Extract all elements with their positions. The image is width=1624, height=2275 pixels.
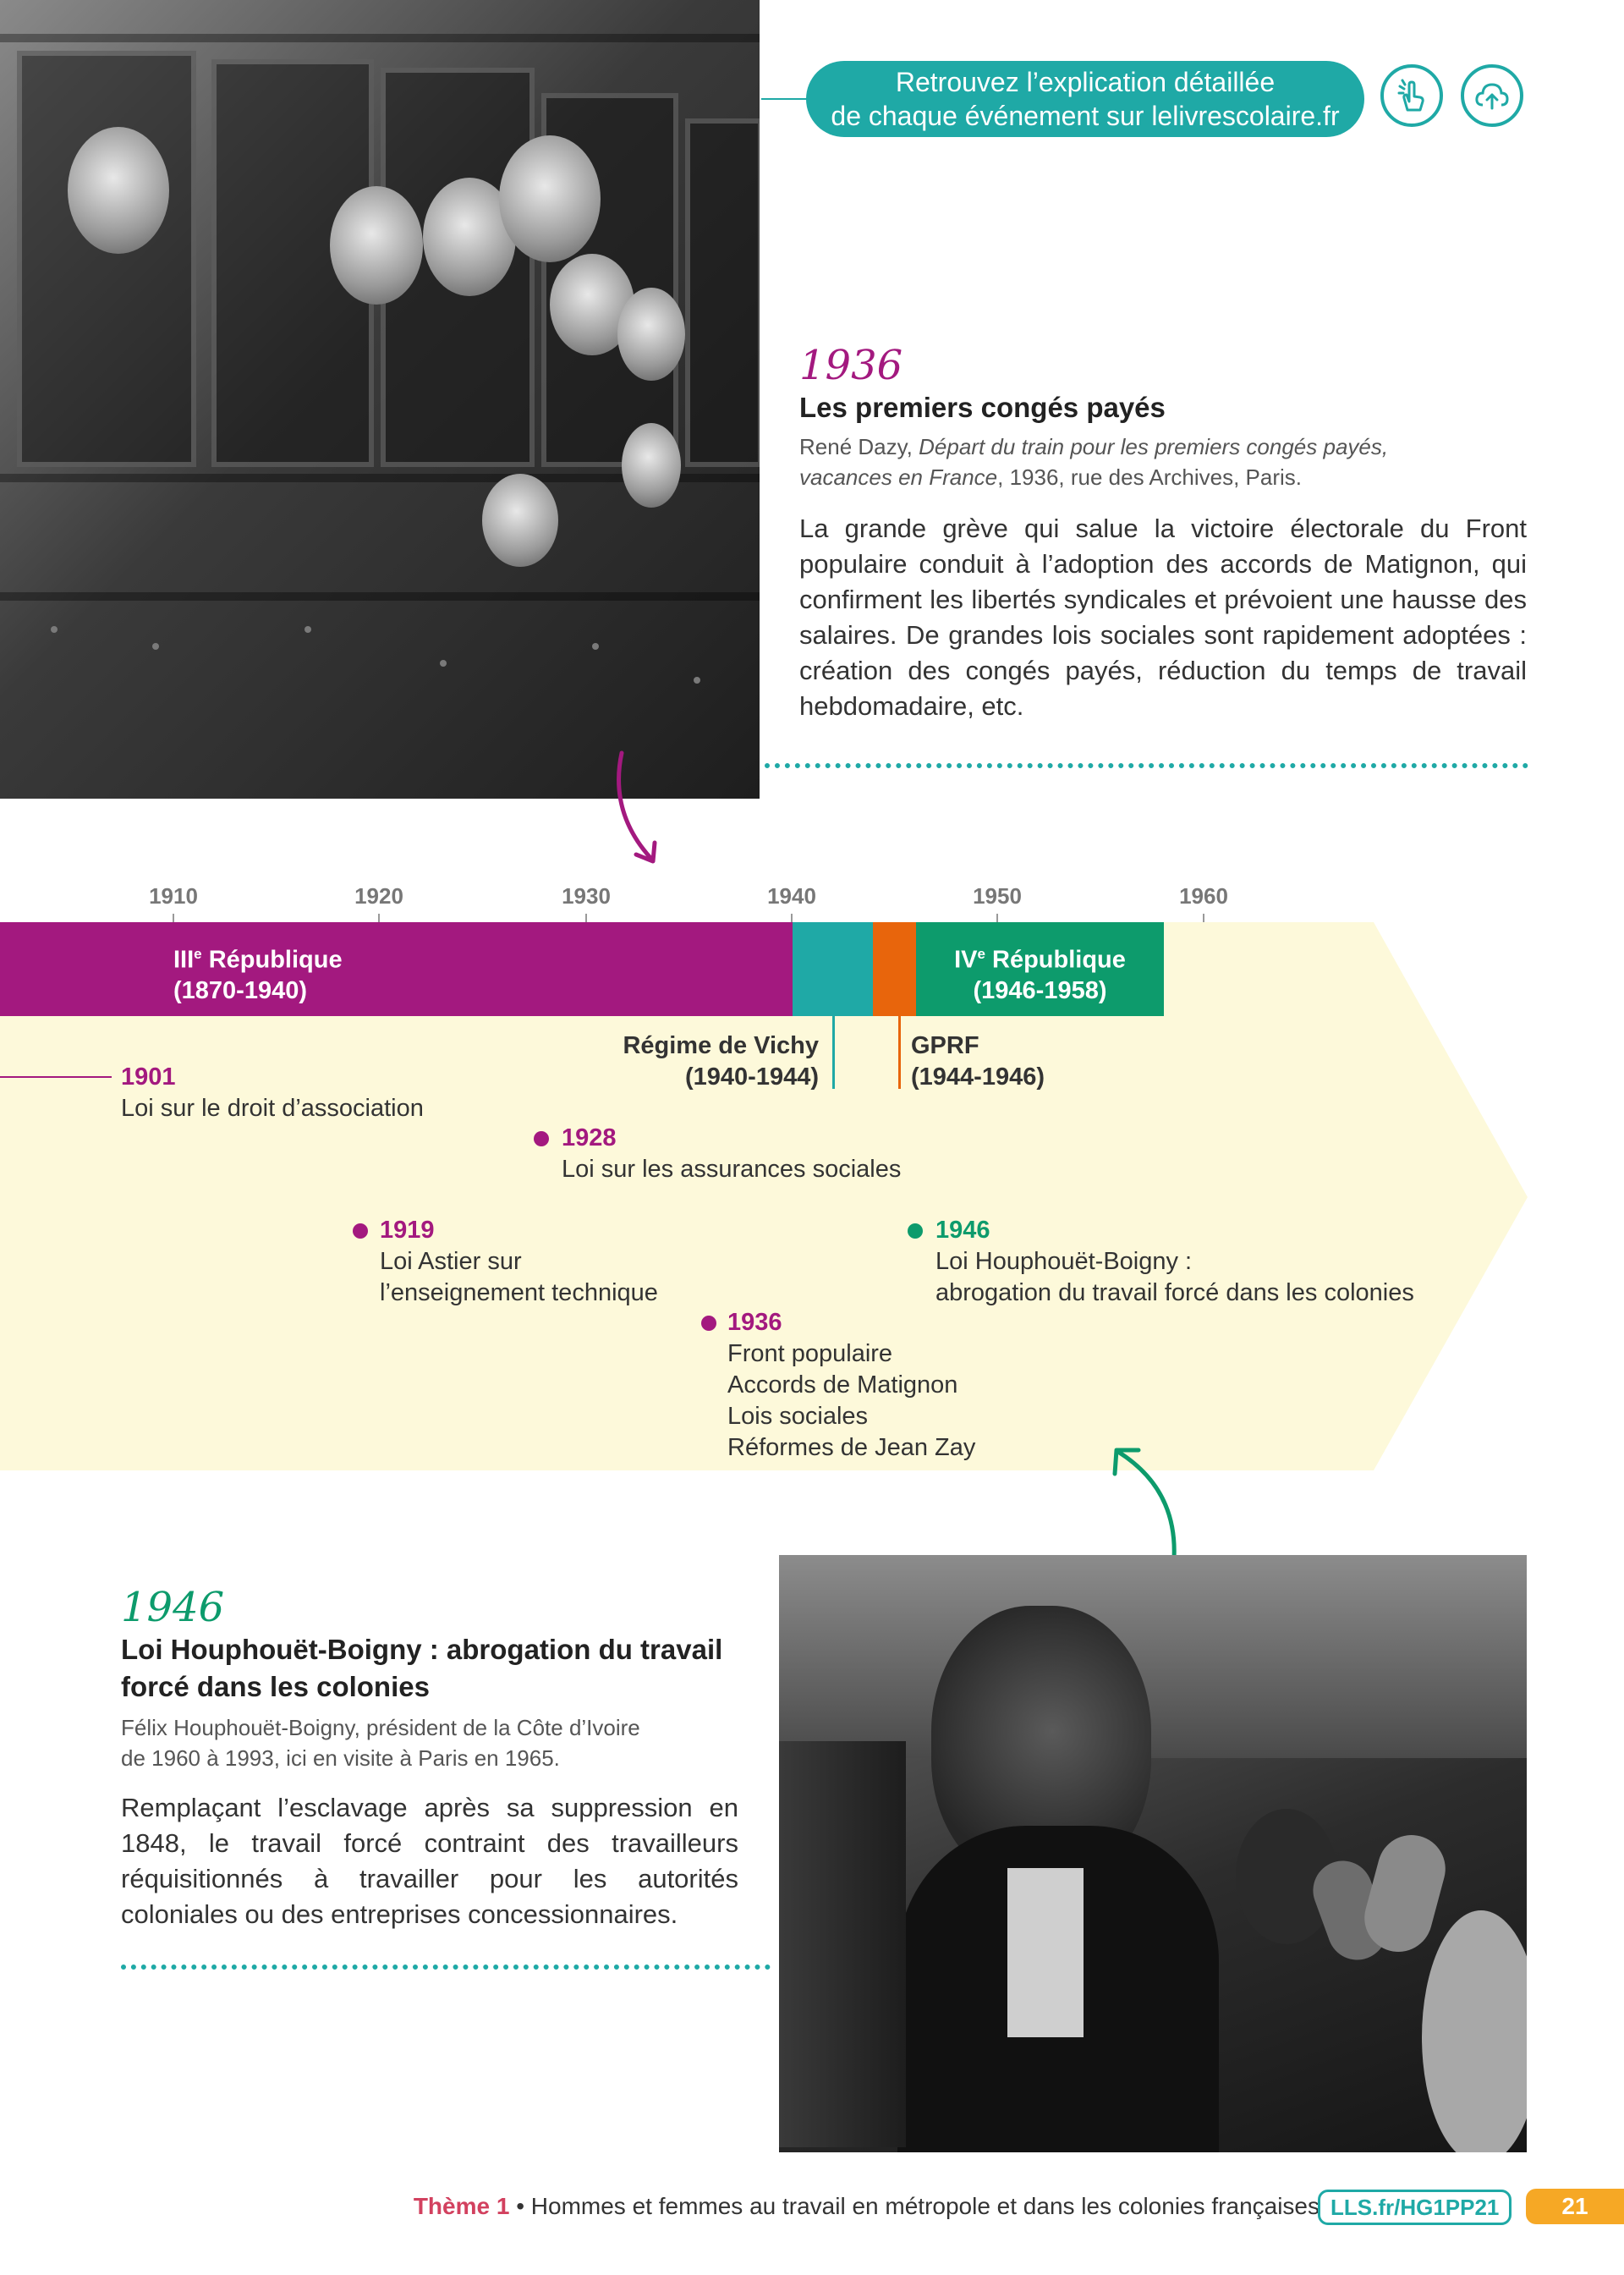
event-1946-caption [121, 1712, 640, 1773]
event-1946-line-2: abrogation du travail forcé dans les colonies [935, 1279, 1414, 1306]
tick-1960 [1203, 914, 1204, 922]
caption-author: René Dazy, [799, 434, 919, 459]
vichy-connector [832, 1016, 835, 1089]
gprf-label [911, 1030, 1045, 1093]
banner-connector [761, 98, 809, 100]
event-1928-year: 1928 [562, 1124, 617, 1151]
event-1946-line-1: Loi Houphouët-Boigny : [935, 1248, 1193, 1275]
vichy-label [592, 1030, 819, 1093]
event-1936-line-3: Lois sociales [727, 1403, 869, 1430]
fourth-republic-dates: (1946-1958) [973, 976, 1107, 1004]
event-1928-text: Loi sur les assurances sociales [562, 1156, 902, 1183]
vichy-dates: (1940-1944) [685, 1063, 819, 1091]
event-1946-text [935, 1246, 1414, 1309]
banner-line-1: Retrouvez l’explication détaillée [895, 67, 1276, 97]
footer-theme-title: Hommes et femmes au travail en métropole et dans les colonies françaises [530, 2193, 1320, 2219]
banner-line-2: de chaque événement sur lelivrescolaire.fr [831, 101, 1340, 131]
tick-1940 [791, 914, 793, 922]
event-1946-body: Remplaçant l’esclavage après sa suppression en 1848, le travail forcé contraint des travailleurs réquisitionnés à travailler pour les autorités coloniales ou des entreprises concessionnaires. [121, 1793, 738, 1929]
footer-separator: • [509, 2193, 531, 2219]
third-republic-name: IIIe République [173, 946, 343, 974]
event-1946-big-year: 1946 [121, 1584, 225, 1631]
divider-dotted-top [765, 763, 1528, 768]
event-1936-title: Les premiers congés payés [799, 392, 1166, 423]
event-1919-line-1: Loi Astier sur [380, 1248, 522, 1275]
caption-details: , 1936, rue des Archives, Paris. [997, 464, 1302, 490]
event-1946-caption-line-1: Félix Houphouët-Boigny, président de la Côte d’Ivoire [121, 1715, 640, 1740]
event-1936-line-1: Front populaire [727, 1340, 893, 1367]
tick-1910 [173, 914, 174, 922]
tick-label-1920: 1920 [354, 883, 403, 909]
tick-1950 [996, 914, 998, 922]
vichy-name: Régime de Vichy [623, 1032, 819, 1059]
footer-theme: Thème 1 [413, 2193, 510, 2219]
page-number: 21 [1526, 2189, 1624, 2224]
arrow-to-1946-icon [1100, 1438, 1193, 1565]
tick-label-1960: 1960 [1179, 883, 1228, 909]
hand-pointer-icon[interactable] [1380, 64, 1443, 127]
tick-label-1940: 1940 [767, 883, 816, 909]
website-banner[interactable] [806, 61, 1364, 137]
event-1946-dot [908, 1223, 923, 1239]
event-1936-year: 1936 [799, 342, 903, 389]
gprf-dates: (1944-1946) [911, 1063, 1045, 1091]
upload-cloud-icon[interactable] [1461, 64, 1523, 127]
event-1936-dot [701, 1316, 716, 1331]
event-1936-body: La grande grève qui salue la victoire électorale du Front populaire conduit à l’adoption des accords de Matignon, qui confirment les libertés syndicales et prévoient une hausse des salaires. De grandes lois sociales sont rapidement adoptées : création des congés payés, réduction du temps de travail hebdomadaire, etc. [799, 514, 1527, 721]
event-1901-year: 1901 [121, 1063, 176, 1091]
arrow-to-1936-icon [592, 745, 694, 880]
event-1928-dot [534, 1131, 549, 1146]
event-1901-leader [0, 1076, 112, 1078]
divider-dotted-bottom [121, 1965, 771, 1970]
event-1936-tl-text [727, 1338, 975, 1464]
caption-work-title: Départ du train pour les premiers congés payés, vacances en France [799, 434, 1389, 490]
period-bar-third-republic [0, 922, 793, 1016]
event-1919-year: 1919 [380, 1217, 435, 1244]
tick-1920 [378, 914, 380, 922]
tick-1930 [585, 914, 587, 922]
event-1946-year: 1946 [935, 1217, 990, 1244]
tick-label-1950: 1950 [973, 883, 1022, 909]
period-bar-gprf [873, 922, 916, 1016]
period-bar-vichy [793, 922, 873, 1016]
photo-houphouet-boigny [779, 1555, 1527, 2152]
event-1936-tl-year: 1936 [727, 1309, 782, 1336]
third-republic-dates: (1870-1940) [173, 976, 307, 1004]
fourth-republic-name: IVe République [954, 946, 1126, 974]
footer-lls-link[interactable]: LLS.fr/HG1PP21 [1318, 2190, 1512, 2225]
tick-label-1910: 1910 [149, 883, 198, 909]
event-1936-caption [799, 431, 1442, 492]
event-1946-title-line-2: forcé dans les colonies [121, 1671, 430, 1702]
gprf-connector [898, 1016, 901, 1089]
period-fourth-republic-label [916, 939, 1164, 1006]
event-1946-title-line-1: Loi Houphouët-Boigny : abrogation du travail [121, 1634, 723, 1665]
event-1936-line-4: Réformes de Jean Zay [727, 1434, 976, 1461]
event-1946-title [121, 1631, 722, 1706]
event-1936-line-2: Accords de Matignon [727, 1371, 958, 1399]
event-1946-caption-line-2: de 1960 à 1993, ici en visite à Paris en 1965. [121, 1745, 560, 1771]
event-1919-text [380, 1246, 658, 1309]
event-1901-text: Loi sur le droit d’association [121, 1095, 424, 1122]
event-1919-dot [353, 1223, 368, 1239]
tick-label-1930: 1930 [562, 883, 611, 909]
photo-train-departure [0, 0, 760, 799]
event-1919-line-2: l’enseignement technique [380, 1279, 658, 1306]
gprf-name: GPRF [911, 1032, 979, 1059]
footer-line [0, 2190, 1320, 2223]
period-third-republic-label [173, 939, 343, 1006]
